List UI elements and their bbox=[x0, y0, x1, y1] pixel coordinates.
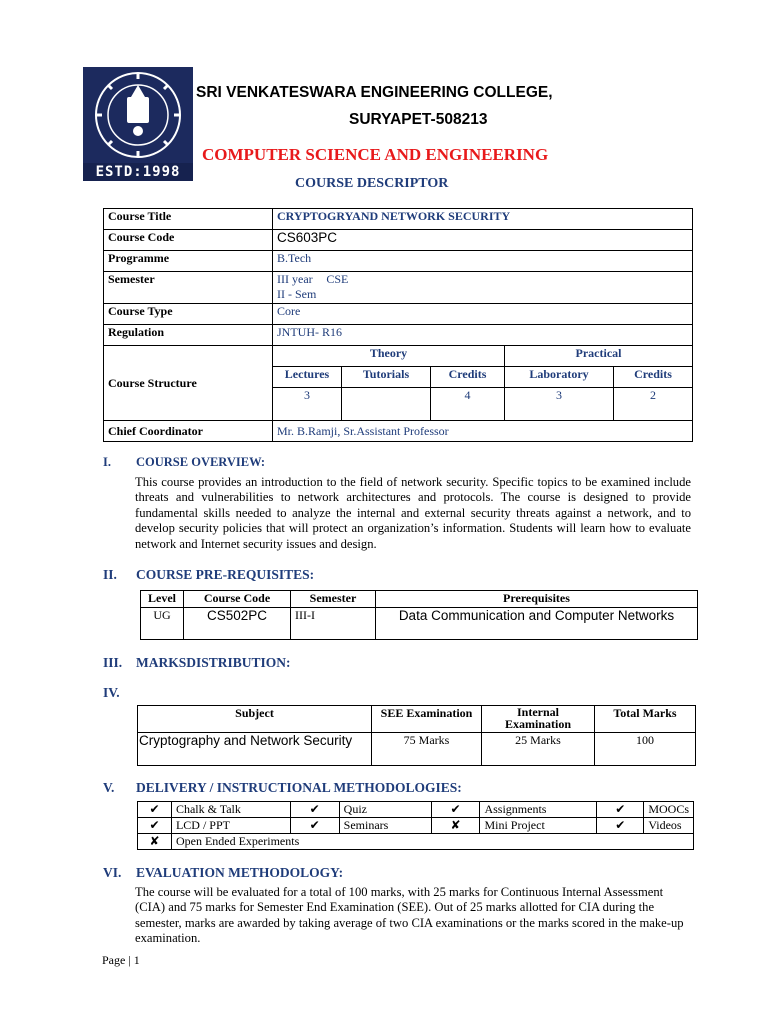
course-overview-text: This course provides an introduction to the field of network security. Specific topics to be examined include threats and vulnerabilities to network architectures and protocols. The course is designed to provide fundamental skills needed to analyze the internal and external security threats against a network, and to develop security policies that will protect an organization’s information. Students will learn how to evaluate network and Internet security issues and design. bbox=[135, 475, 691, 551]
course-title-label: Course Title bbox=[104, 209, 273, 230]
prereq-prerequisites-header: Prerequisites bbox=[376, 591, 698, 608]
semester-sem: II - Sem bbox=[277, 287, 317, 301]
marks-internal-value: 25 Marks bbox=[482, 733, 595, 766]
tutorials-value bbox=[342, 388, 431, 421]
marks-total-header: Total Marks bbox=[595, 706, 696, 733]
course-code-label: Course Code bbox=[104, 230, 273, 251]
prereq-code-header: Course Code bbox=[184, 591, 291, 608]
prerequisites-table bbox=[140, 590, 698, 640]
delivery-methods-table bbox=[137, 801, 694, 850]
check-icon: ✔ bbox=[138, 802, 172, 818]
section-1-title: COURSE OVERVIEW: bbox=[136, 455, 266, 469]
section-2-number: II. bbox=[103, 567, 117, 582]
practical-credits-value: 2 bbox=[614, 388, 693, 421]
prereq-semester-value: III-I bbox=[291, 608, 376, 640]
prereq-prerequisites-value: Data Communication and Computer Networks bbox=[376, 608, 698, 640]
course-title-value: CRYPTOGRYAND NETWORK SECURITY bbox=[273, 209, 693, 230]
laboratory-header: Laboratory bbox=[505, 367, 614, 388]
practical-credits-header: Credits bbox=[614, 367, 693, 388]
coordinator-label: Chief Coordinator bbox=[104, 421, 273, 442]
semester-label: Semester bbox=[104, 272, 273, 304]
department-title: COMPUTER SCIENCE AND ENGINEERING bbox=[202, 145, 549, 164]
section-3-number: III. bbox=[103, 655, 123, 670]
delivery-item: Quiz bbox=[339, 802, 431, 818]
marks-see-header: SEE Examination bbox=[372, 706, 482, 733]
delivery-item: MOOCs bbox=[644, 802, 694, 818]
delivery-item: Seminars bbox=[339, 818, 431, 834]
cross-icon: ✘ bbox=[138, 834, 172, 850]
section-3-title: MARKSDISTRIBUTION: bbox=[136, 655, 291, 670]
prereq-level-header: Level bbox=[141, 591, 184, 608]
marks-subject-header: Subject bbox=[138, 706, 372, 733]
cross-icon: ✘ bbox=[431, 818, 480, 834]
delivery-item: Videos bbox=[644, 818, 694, 834]
document-title: COURSE DESCRIPTOR bbox=[295, 176, 449, 191]
course-info-table bbox=[103, 208, 693, 442]
marks-distribution-table bbox=[137, 705, 696, 766]
section-1-number: I. bbox=[103, 455, 111, 469]
regulation-value: JNTUH- R16 bbox=[273, 325, 693, 346]
programme-value: B.Tech bbox=[273, 251, 693, 272]
delivery-item: Open Ended Experiments bbox=[171, 834, 693, 850]
prereq-semester-header: Semester bbox=[291, 591, 376, 608]
evaluation-text: The course will be evaluated for a total of 100 marks, with 25 marks for Continuous Internal Assessment (CIA) and 75 marks for Semester End Examination (SEE). Out of 25 marks allotted for CIA during the semester, marks are awarded by taking average of two CIA examinations or the marks scored in the make-up examination. bbox=[135, 885, 684, 946]
check-icon: ✔ bbox=[290, 818, 339, 834]
semester-value bbox=[273, 272, 693, 304]
college-logo bbox=[83, 67, 193, 181]
marks-see-value: 75 Marks bbox=[372, 733, 482, 766]
check-icon: ✔ bbox=[431, 802, 480, 818]
course-type-value: Core bbox=[273, 304, 693, 325]
delivery-item: LCD / PPT bbox=[171, 818, 290, 834]
check-icon: ✔ bbox=[290, 802, 339, 818]
check-icon: ✔ bbox=[597, 818, 644, 834]
logo-estd-text: ESTD:1998 bbox=[83, 163, 193, 181]
credits-value: 4 bbox=[431, 388, 505, 421]
marks-subject-value: Cryptography and Network Security bbox=[138, 733, 372, 766]
section-4-number: IV. bbox=[103, 685, 120, 700]
course-code-value: CS603PC bbox=[273, 230, 693, 251]
section-6-title: EVALUATION METHODOLOGY: bbox=[136, 865, 344, 880]
page-number: Page | 1 bbox=[102, 953, 140, 967]
programme-label: Programme bbox=[104, 251, 273, 272]
marks-internal-header: Internal Examination bbox=[482, 706, 595, 733]
practical-header: Practical bbox=[505, 346, 693, 367]
check-icon: ✔ bbox=[138, 818, 172, 834]
lectures-value: 3 bbox=[273, 388, 342, 421]
semester-branch: CSE bbox=[326, 272, 349, 286]
delivery-item: Mini Project bbox=[480, 818, 597, 834]
college-location: SURYAPET-508213 bbox=[349, 111, 488, 128]
regulation-label: Regulation bbox=[104, 325, 273, 346]
laboratory-value: 3 bbox=[505, 388, 614, 421]
check-icon: ✔ bbox=[597, 802, 644, 818]
coordinator-value: Mr. B.Ramji, Sr.Assistant Professor bbox=[273, 421, 693, 442]
prereq-level-value: UG bbox=[141, 608, 184, 640]
course-structure-label: Course Structure bbox=[104, 346, 273, 421]
section-6-number: VI. bbox=[103, 865, 122, 880]
delivery-item: Assignments bbox=[480, 802, 597, 818]
theory-header: Theory bbox=[273, 346, 505, 367]
semester-year: III year bbox=[277, 272, 313, 286]
prereq-code-value: CS502PC bbox=[184, 608, 291, 640]
college-name: SRI VENKATESWARA ENGINEERING COLLEGE, bbox=[196, 84, 553, 101]
lectures-header: Lectures bbox=[273, 367, 342, 388]
credits-header: Credits bbox=[431, 367, 505, 388]
section-5-title: DELIVERY / INSTRUCTIONAL METHODOLOGIES: bbox=[136, 780, 462, 795]
delivery-item: Chalk & Talk bbox=[171, 802, 290, 818]
section-2-title: COURSE PRE-REQUISITES: bbox=[136, 567, 315, 582]
tutorials-header: Tutorials bbox=[342, 367, 431, 388]
course-type-label: Course Type bbox=[104, 304, 273, 325]
college-seal-icon bbox=[83, 67, 193, 163]
marks-total-value: 100 bbox=[595, 733, 696, 766]
section-5-number: V. bbox=[103, 780, 115, 795]
